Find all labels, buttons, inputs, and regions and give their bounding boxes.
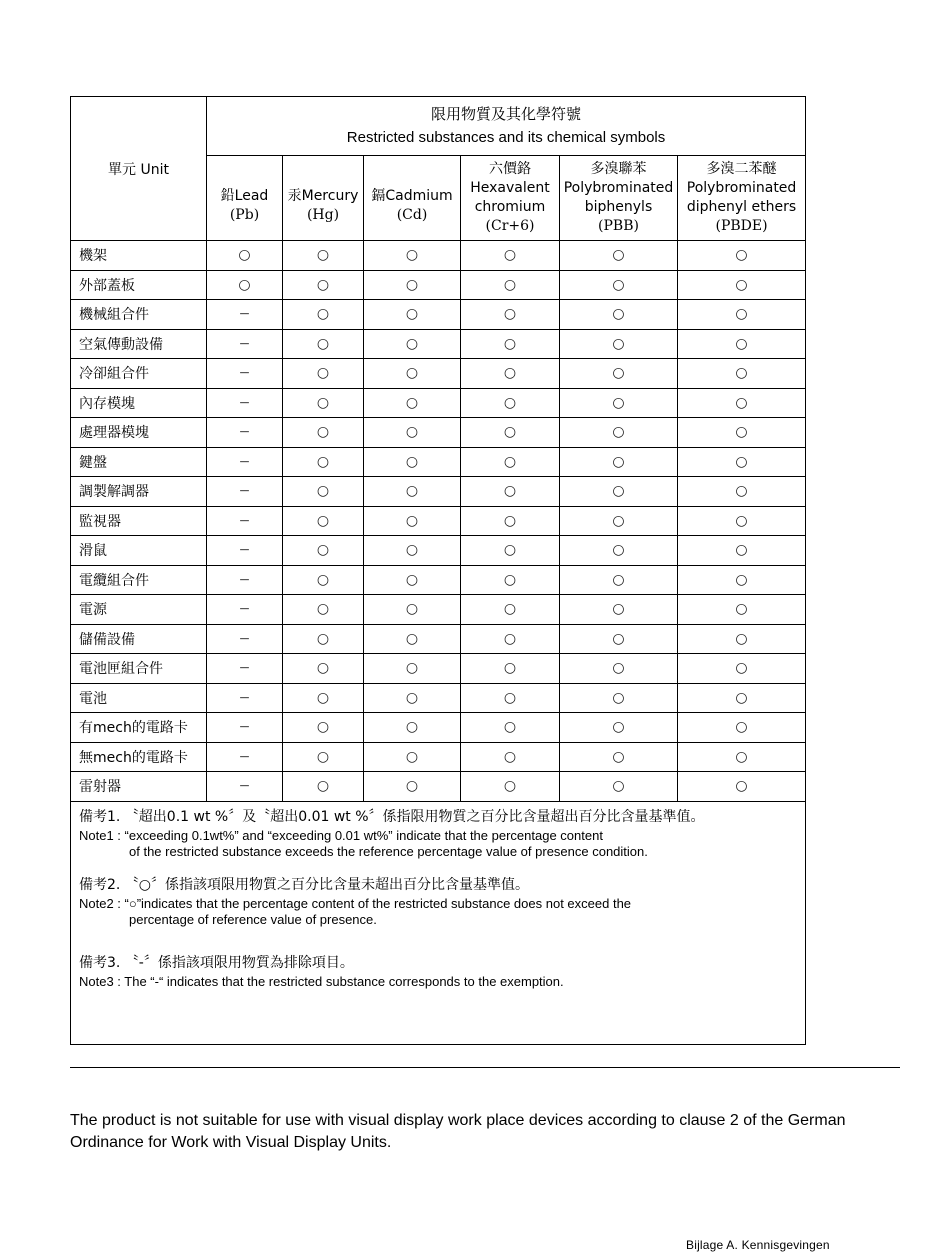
table-title-en: Restricted substances and its chemical symbols bbox=[346, 129, 666, 146]
substance-mark: − bbox=[207, 713, 283, 743]
unit-name: 電纜組合件 bbox=[71, 565, 207, 595]
substance-mark: ○ bbox=[461, 713, 560, 743]
substance-mark: ○ bbox=[678, 506, 806, 536]
substance-mark: ○ bbox=[283, 300, 364, 330]
unit-name: 鍵盤 bbox=[71, 447, 207, 477]
substance-mark: ○ bbox=[461, 477, 560, 507]
table-row bbox=[71, 388, 806, 418]
substance-mark: ○ bbox=[364, 300, 461, 330]
substance-mark: ○ bbox=[461, 388, 560, 418]
substance-mark: ○ bbox=[560, 477, 678, 507]
table-row bbox=[71, 565, 806, 595]
table-title-zh: 限用物質及其化學符號 bbox=[431, 106, 582, 123]
unit-header: 單元 Unit bbox=[71, 97, 207, 241]
substance-mark: ○ bbox=[678, 565, 806, 595]
unit-name: 外部蓋板 bbox=[71, 270, 207, 300]
substance-mark: ○ bbox=[678, 595, 806, 625]
substance-mark: − bbox=[207, 772, 283, 802]
substance-mark: − bbox=[207, 388, 283, 418]
substance-mark: ○ bbox=[461, 683, 560, 713]
col-symbol: (Pb) bbox=[229, 207, 260, 223]
substance-mark: ○ bbox=[364, 388, 461, 418]
substance-mark: − bbox=[207, 359, 283, 389]
col-en: Lead bbox=[234, 188, 269, 204]
substance-mark: − bbox=[207, 329, 283, 359]
table-row bbox=[71, 624, 806, 654]
unit-name: 冷卻組合件 bbox=[71, 359, 207, 389]
col-header-mercury bbox=[283, 156, 364, 241]
substance-mark: ○ bbox=[678, 713, 806, 743]
col-zh: 鎘 bbox=[371, 188, 386, 204]
col-zh: 多溴聯苯 bbox=[590, 161, 647, 177]
substance-mark: ○ bbox=[364, 270, 461, 300]
unit-name: 雷射器 bbox=[71, 772, 207, 802]
col-header-pbb bbox=[560, 156, 678, 241]
table-row bbox=[71, 595, 806, 625]
substance-mark: − bbox=[207, 418, 283, 448]
substance-mark: ○ bbox=[678, 388, 806, 418]
substance-mark: ○ bbox=[678, 300, 806, 330]
substance-mark: ○ bbox=[461, 359, 560, 389]
substance-mark: ○ bbox=[560, 300, 678, 330]
table-row bbox=[71, 241, 806, 271]
substance-mark: ○ bbox=[461, 447, 560, 477]
substance-mark: ○ bbox=[461, 536, 560, 566]
substance-mark: ○ bbox=[560, 713, 678, 743]
substance-mark: ○ bbox=[461, 506, 560, 536]
substance-mark: − bbox=[207, 565, 283, 595]
table-row bbox=[71, 418, 806, 448]
substance-mark: ○ bbox=[283, 241, 364, 271]
substance-mark: − bbox=[207, 506, 283, 536]
substance-mark: ○ bbox=[560, 772, 678, 802]
unit-name: 監視器 bbox=[71, 506, 207, 536]
col-zh: 六價鉻 bbox=[489, 161, 531, 177]
substance-mark: ○ bbox=[678, 447, 806, 477]
substance-mark: ○ bbox=[560, 683, 678, 713]
substance-mark: ○ bbox=[283, 624, 364, 654]
substance-mark: ○ bbox=[364, 595, 461, 625]
table-row bbox=[71, 506, 806, 536]
substance-mark: ○ bbox=[560, 565, 678, 595]
substance-mark: ○ bbox=[461, 772, 560, 802]
table-row bbox=[71, 683, 806, 713]
substance-mark: ○ bbox=[364, 713, 461, 743]
note1-en bbox=[79, 828, 797, 860]
substance-mark: ○ bbox=[461, 565, 560, 595]
substance-mark: ○ bbox=[560, 241, 678, 271]
substance-mark: ○ bbox=[678, 772, 806, 802]
table-row bbox=[71, 536, 806, 566]
unit-name: 無mech的電路卡 bbox=[71, 742, 207, 772]
unit-name: 有mech的電路卡 bbox=[71, 713, 207, 743]
col-symbol: (Cd) bbox=[396, 207, 428, 223]
substance-mark: − bbox=[207, 477, 283, 507]
substance-mark: ○ bbox=[364, 565, 461, 595]
substance-mark: ○ bbox=[364, 506, 461, 536]
substance-mark: ○ bbox=[560, 742, 678, 772]
substance-mark: ○ bbox=[283, 742, 364, 772]
substance-mark: ○ bbox=[678, 329, 806, 359]
substance-mark: ○ bbox=[283, 388, 364, 418]
substance-mark: ○ bbox=[364, 624, 461, 654]
substance-mark: ○ bbox=[364, 654, 461, 684]
substance-mark: ○ bbox=[283, 565, 364, 595]
substance-mark: − bbox=[207, 595, 283, 625]
substance-mark: ○ bbox=[560, 536, 678, 566]
substance-mark: − bbox=[207, 447, 283, 477]
table-row bbox=[71, 300, 806, 330]
substance-mark: ○ bbox=[560, 359, 678, 389]
unit-name: 電池匣組合件 bbox=[71, 654, 207, 684]
page-footer: Bijlage A. Kennisgevingen bbox=[686, 1238, 830, 1252]
substance-mark: ○ bbox=[283, 683, 364, 713]
substance-mark: ○ bbox=[283, 477, 364, 507]
col-header-chromium bbox=[461, 156, 560, 241]
note2-en bbox=[79, 896, 797, 928]
substance-mark: ○ bbox=[364, 329, 461, 359]
table-row bbox=[71, 742, 806, 772]
col-zh: 多溴二苯醚 bbox=[706, 161, 777, 177]
unit-name: 處理器模塊 bbox=[71, 418, 207, 448]
substance-mark: ○ bbox=[364, 447, 461, 477]
substance-mark: ○ bbox=[678, 683, 806, 713]
unit-name: 機械組合件 bbox=[71, 300, 207, 330]
col-en: Polybrominated biphenyls bbox=[563, 180, 674, 215]
substance-mark: ○ bbox=[678, 418, 806, 448]
substance-mark: ○ bbox=[283, 772, 364, 802]
substance-mark: ○ bbox=[283, 329, 364, 359]
note1-en-line1: Note1 : “exceeding 0.1wt%” and “exceeding 0.01 wt%” indicate that the percentage content bbox=[79, 827, 603, 843]
table-title bbox=[207, 97, 806, 156]
restricted-substances-table bbox=[70, 96, 806, 1045]
substance-mark: ○ bbox=[283, 506, 364, 536]
substance-mark: ○ bbox=[560, 654, 678, 684]
note1-en-line2: of the restricted substance exceeds the reference percentage value of presence condition. bbox=[129, 843, 648, 859]
col-zh: 汞 bbox=[287, 188, 302, 204]
col-symbol: (Hg) bbox=[306, 207, 340, 223]
substance-mark: − bbox=[207, 683, 283, 713]
substance-mark: ○ bbox=[364, 359, 461, 389]
note3-en: Note3 : The “-“ indicates that the restricted substance corresponds to the exemption. bbox=[79, 973, 564, 989]
substance-mark: ○ bbox=[364, 418, 461, 448]
substance-mark: ○ bbox=[560, 329, 678, 359]
substance-mark: ○ bbox=[461, 270, 560, 300]
note2-zh: 備考2. 〝○〞係指該項限用物質之百分比含量未超出百分比含量基準值。 bbox=[79, 876, 530, 893]
substance-mark: ○ bbox=[560, 418, 678, 448]
substance-mark: ○ bbox=[283, 270, 364, 300]
substance-mark: − bbox=[207, 742, 283, 772]
substance-mark: − bbox=[207, 536, 283, 566]
substance-mark: ○ bbox=[461, 300, 560, 330]
unit-name: 空氣傳動設備 bbox=[71, 329, 207, 359]
substance-mark: ○ bbox=[364, 683, 461, 713]
substance-mark: ○ bbox=[678, 477, 806, 507]
substance-mark: − bbox=[207, 654, 283, 684]
section-divider bbox=[70, 1067, 900, 1068]
substance-mark: ○ bbox=[461, 329, 560, 359]
substance-mark: ○ bbox=[283, 447, 364, 477]
substance-mark: ○ bbox=[678, 654, 806, 684]
substance-mark: ○ bbox=[560, 624, 678, 654]
col-header-pbde bbox=[678, 156, 806, 241]
substance-mark: ○ bbox=[560, 270, 678, 300]
table-row bbox=[71, 713, 806, 743]
col-en: Mercury bbox=[301, 188, 359, 204]
substance-mark: ○ bbox=[207, 270, 283, 300]
vdu-disclaimer: The product is not suitable for use with visual display work place devices according to clause 2 of the German Ordinance for Work with Visual Display Units. bbox=[70, 1112, 846, 1151]
substance-mark: ○ bbox=[283, 654, 364, 684]
substance-mark: ○ bbox=[283, 713, 364, 743]
substance-mark: ○ bbox=[283, 595, 364, 625]
substance-mark: ○ bbox=[461, 595, 560, 625]
substance-mark: ○ bbox=[678, 536, 806, 566]
substance-mark: ○ bbox=[283, 418, 364, 448]
col-symbol: (PBDE) bbox=[715, 218, 768, 234]
substance-mark: ○ bbox=[461, 654, 560, 684]
substance-mark: − bbox=[207, 624, 283, 654]
table-row bbox=[71, 447, 806, 477]
col-header-cadmium bbox=[364, 156, 461, 241]
note1-zh: 備考1. 〝超出0.1 wt %〞及〝超出0.01 wt %〞係指限用物質之百分比含量超出百分比含量基準值。 bbox=[79, 808, 705, 825]
unit-name: 電源 bbox=[71, 595, 207, 625]
substance-mark: ○ bbox=[560, 506, 678, 536]
table-row bbox=[71, 477, 806, 507]
unit-name: 內存模塊 bbox=[71, 388, 207, 418]
unit-name: 滑鼠 bbox=[71, 536, 207, 566]
substance-mark: ○ bbox=[678, 241, 806, 271]
col-symbol: (PBB) bbox=[598, 218, 639, 234]
substance-mark: ○ bbox=[560, 447, 678, 477]
table-body bbox=[71, 241, 806, 802]
note3-zh: 備考3. 〝-〞係指該項限用物質為排除項目。 bbox=[79, 954, 354, 971]
table-row bbox=[71, 772, 806, 802]
substance-mark: ○ bbox=[461, 624, 560, 654]
table-row bbox=[71, 270, 806, 300]
unit-name: 儲備設備 bbox=[71, 624, 207, 654]
substance-mark: ○ bbox=[283, 359, 364, 389]
notes-section bbox=[71, 801, 806, 1044]
substance-mark: ○ bbox=[461, 742, 560, 772]
substance-mark: ○ bbox=[678, 359, 806, 389]
substance-mark: ○ bbox=[678, 624, 806, 654]
substance-mark: ○ bbox=[207, 241, 283, 271]
unit-name: 調製解調器 bbox=[71, 477, 207, 507]
substance-mark: ○ bbox=[364, 241, 461, 271]
table-row bbox=[71, 654, 806, 684]
substance-mark: ○ bbox=[560, 595, 678, 625]
substance-mark: ○ bbox=[678, 742, 806, 772]
substance-mark: ○ bbox=[364, 536, 461, 566]
table-row bbox=[71, 329, 806, 359]
col-zh: 鉛 bbox=[220, 188, 235, 204]
note2-en-line1: Note2 : “○”indicates that the percentage content of the restricted substance does not exceed the bbox=[79, 895, 632, 911]
substance-mark: − bbox=[207, 300, 283, 330]
substance-mark: ○ bbox=[461, 418, 560, 448]
substance-mark: ○ bbox=[678, 270, 806, 300]
unit-name: 機架 bbox=[71, 241, 207, 271]
col-en: Hexavalent chromium bbox=[470, 180, 550, 215]
substance-mark: ○ bbox=[283, 536, 364, 566]
unit-name: 電池 bbox=[71, 683, 207, 713]
col-header-lead bbox=[207, 156, 283, 241]
substance-mark: ○ bbox=[364, 477, 461, 507]
table-row bbox=[71, 359, 806, 389]
substance-mark: ○ bbox=[364, 742, 461, 772]
substance-mark: ○ bbox=[364, 772, 461, 802]
substance-mark: ○ bbox=[560, 388, 678, 418]
col-en: Polybrominated diphenyl ethers bbox=[686, 180, 797, 215]
note2-en-line2: percentage of reference value of presence. bbox=[129, 911, 377, 927]
col-symbol: (Cr+6) bbox=[485, 218, 535, 234]
col-en: Cadmium bbox=[385, 188, 453, 204]
substance-mark: ○ bbox=[461, 241, 560, 271]
